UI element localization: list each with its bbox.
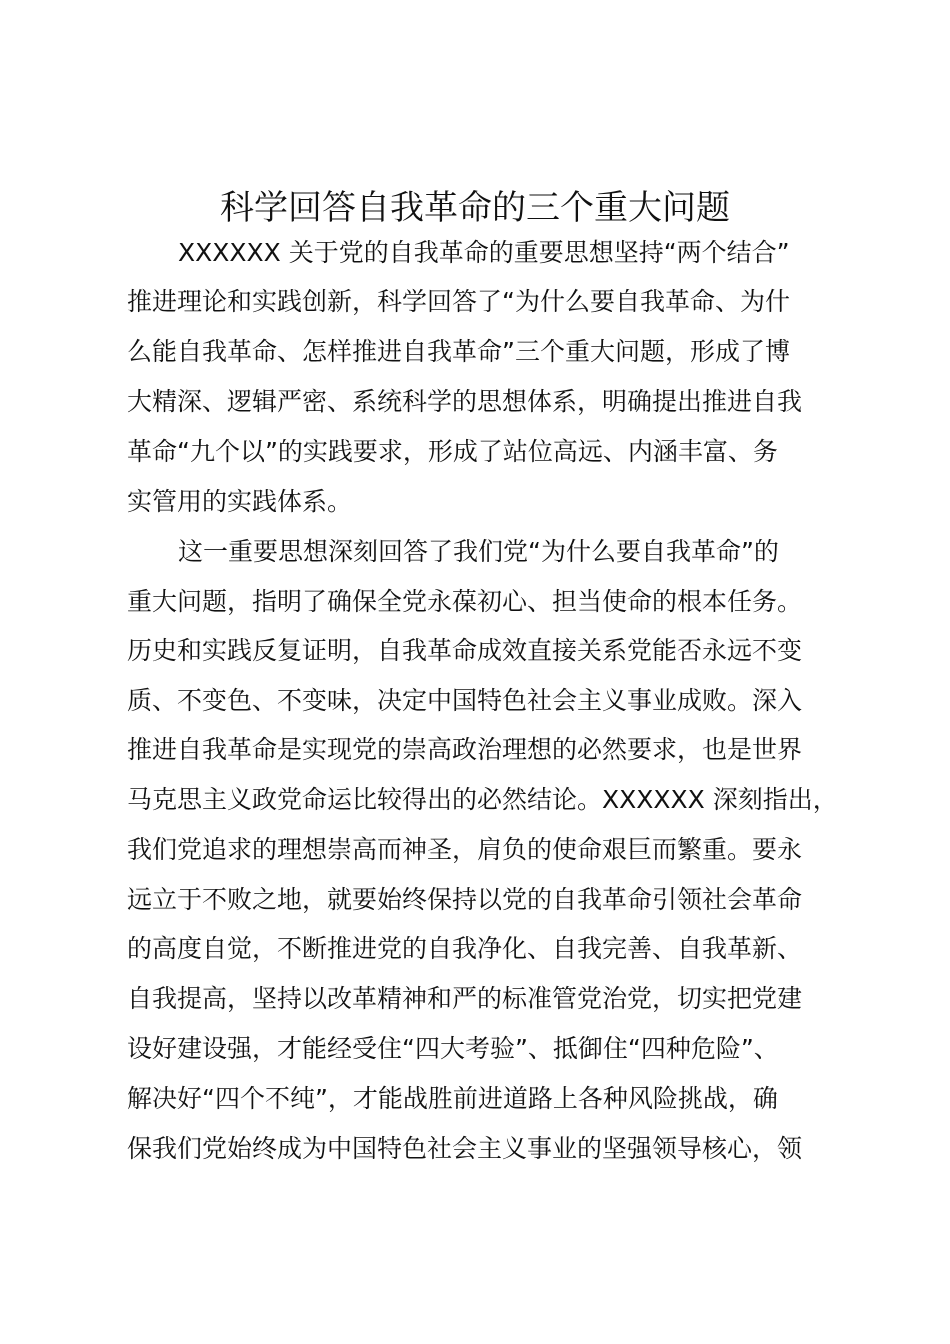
paragraph-2-line-11: 设好建设强，才能经受住“四大考验”、抵御住“四种危险”、 bbox=[127, 1034, 779, 1063]
paragraph-1-line-1: XXXXXX 关于党的自我革命的重要思想坚持“两个结合” bbox=[178, 238, 790, 267]
paragraph-2-line-1: 这一重要思想深刻回答了我们党“为什么要自我革命”的 bbox=[178, 537, 779, 566]
paragraph-2-line-13: 保我们党始终成为中国特色社会主义事业的坚强领导核心，领 bbox=[127, 1134, 803, 1163]
document-title: 科学回答自我革命的三个重大问题 bbox=[220, 188, 730, 228]
paragraph-2-line-9: 的高度自觉，不断推进党的自我净化、自我完善、自我革新、 bbox=[127, 934, 803, 963]
paragraph-2-line-7: 我们党追求的理想崇高而神圣，肩负的使命艰巨而繁重。要永 bbox=[127, 835, 803, 864]
paragraph-2-line-2: 重大问题，指明了确保全党永葆初心、担当使命的根本任务。 bbox=[127, 587, 803, 616]
paragraph-2-line-5: 推进自我革命是实现党的崇高政治理想的必然要求，也是世界 bbox=[127, 735, 803, 764]
paragraph-1-line-5: 革命“九个以”的实践要求，形成了站位高远、内涵丰富、务 bbox=[127, 437, 778, 466]
paragraph-2-line-3: 历史和实践反复证明，自我革命成效直接关系党能否永远不变 bbox=[127, 636, 803, 665]
paragraph-2-line-6: 马克思主义政党命运比较得出的必然结论。XXXXXX 深刻指出， bbox=[127, 785, 838, 814]
paragraph-2-line-12: 解决好“四个不纯”，才能战胜前进道路上各种风险挑战，确 bbox=[127, 1084, 778, 1113]
paragraph-1-line-6: 实管用的实践体系。 bbox=[127, 487, 353, 516]
paragraph-2-line-10: 自我提高，坚持以改革精神和严的标准管党治党，切实把党建 bbox=[127, 984, 803, 1013]
paragraph-1-line-3: 么能自我革命、怎样推进自我革命”三个重大问题，形成了博 bbox=[127, 337, 790, 366]
paragraph-1-line-2: 推进理论和实践创新，科学回答了“为什么要自我革命、为什 bbox=[127, 287, 790, 316]
paragraph-2-line-4: 质、不变色、不变味，决定中国特色社会主义事业成败。深入 bbox=[127, 686, 803, 715]
paragraph-2-line-8: 远立于不败之地，就要始终保持以党的自我革命引领社会革命 bbox=[127, 885, 803, 914]
paragraph-1-line-4: 大精深、逻辑严密、系统科学的思想体系，明确提出推进自我 bbox=[127, 387, 803, 416]
